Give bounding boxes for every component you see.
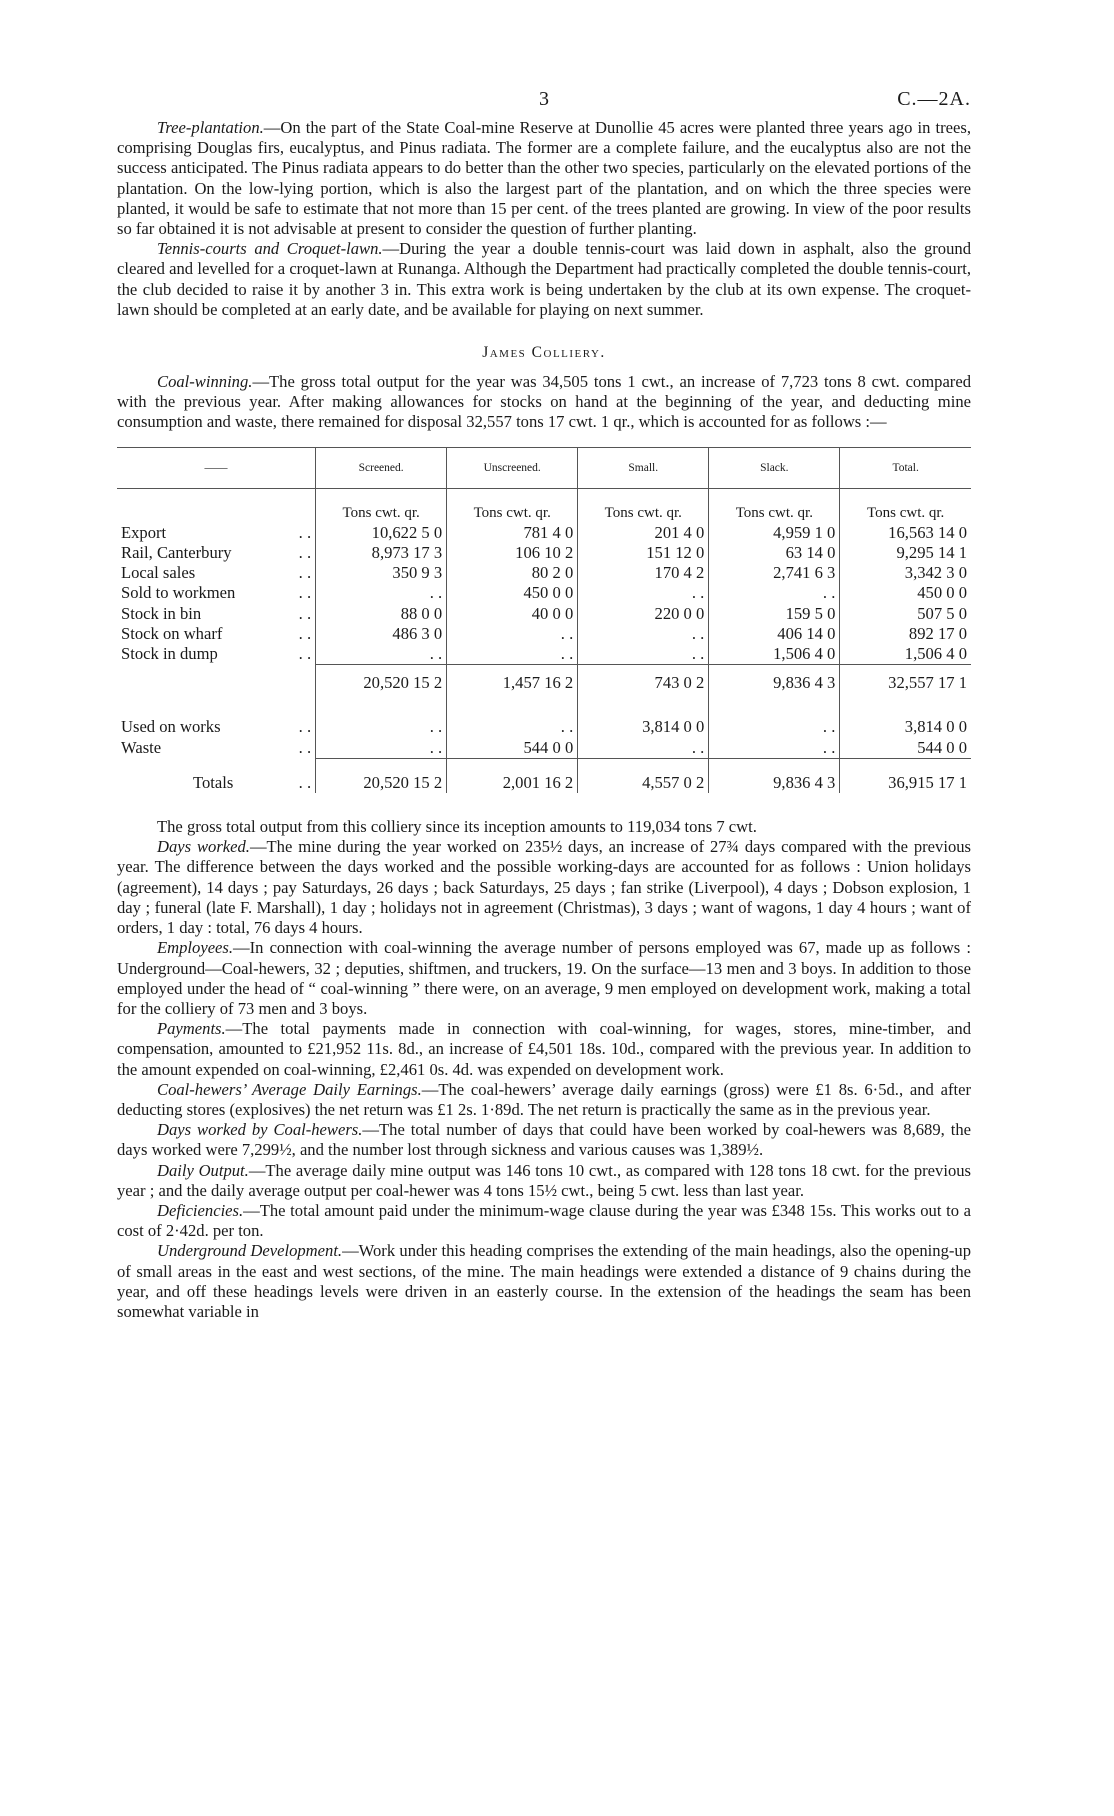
leader-dots: . . xyxy=(298,522,312,542)
paragraph-heading: Tree-plantation. xyxy=(157,118,264,137)
document-page xyxy=(117,88,971,1322)
table-cell: 544 0 0 xyxy=(447,738,578,759)
table-row xyxy=(117,543,971,563)
table-row xyxy=(117,738,971,759)
table-cell: 8,973 17 3 xyxy=(316,543,447,563)
paragraph-coal-winning xyxy=(117,372,971,433)
row-label: Rail, Canterbury xyxy=(121,543,232,563)
table-cell: 170 4 2 xyxy=(578,563,709,583)
column-header: Screened. xyxy=(316,447,447,488)
leader-dots xyxy=(285,665,316,704)
paragraph-text: —Work under this heading comprises the extending of the main headings, also the opening-up of small areas in the east and west sections, of the mine. The main headings were extended a distance of 9 chains during the year, and off these headings levels were driven in an easterly course. In the extension of the headings the seam has been somewhat variable in xyxy=(117,1241,971,1321)
row-label: Waste xyxy=(121,737,162,757)
units-cell: Tons cwt. qr. xyxy=(840,488,971,523)
leader-dots: . . xyxy=(298,772,312,792)
paragraph xyxy=(117,1120,971,1160)
table-cell: 892 17 0 xyxy=(840,624,971,644)
column-header: Small. xyxy=(578,447,709,488)
table-row xyxy=(117,583,971,603)
units-cell: Tons cwt. qr. xyxy=(578,488,709,523)
column-header: Unscreened. xyxy=(447,447,578,488)
paragraph-text: —The mine during the year worked on 235½ days, an increase of 27¾ days compared with the previous year. The difference between the days worked and the possible working-days are accounted for as follows : Union holidays (agreement), 14 days ; pay Saturdays, 26 days ; back Saturdays, 25 days ; fan strike (Liverpool), 4 days ; Dobson explosion, 1 day ; funeral (late F. Marshall), 1 day ; holidays not in agreement (Christmas), 3 days ; want of wagons, 1 day 4 hours ; want of orders, 1 day : total, 76 days 4 hours. xyxy=(117,837,971,938)
table-cell: . . xyxy=(709,583,840,603)
totals-row xyxy=(117,758,971,793)
paragraph-heading: Employees. xyxy=(157,938,234,958)
bottom-paragraphs xyxy=(117,817,971,1322)
table-cell: 88 0 0 xyxy=(316,604,447,624)
table-cell: 1,457 16 2 xyxy=(447,665,578,704)
table-cell: . . xyxy=(709,703,840,737)
table-cell: 16,563 14 0 xyxy=(840,523,971,543)
leader-dots: . . xyxy=(298,737,312,757)
table-cell: . . xyxy=(709,738,840,759)
paragraph-text: —The total payments made in connection with coal-winning, for wages, stores, mine-timber, and compensation, amounted to £21,952 11s. 8d., an increase of £4,501 18s. 10d., compared with the previous year. In addition to the amount expended on coal-winning, £2,461 0s. 4d. was expended on development work. xyxy=(117,1019,971,1079)
subtotal-row xyxy=(117,665,971,704)
table-cell: 9,295 14 1 xyxy=(840,543,971,563)
leader-dots: . . xyxy=(298,644,312,664)
paragraph-text: —In connection with coal-winning the average number of persons employed was 67, made up as follows : Underground—Coal-hewers, 32 ; deputies, shiftmen, and truckers, 19. On the surface—13 men and 3 boys. In addition to those employed under the head of “ coal-winning ” there were, on an average, 9 men employed on development work, making a total for the colliery of 73 men and 3 boys. xyxy=(117,938,971,1018)
page-number: 3 xyxy=(539,88,549,110)
document-reference: C.—2A. xyxy=(897,88,971,110)
paragraph-text: —During the year a double tennis-court was laid down in asphalt, also the ground cleared and levelled for a croquet-lawn at Runanga. Although the Department had practically completed the double tennis-court, the club decided to raise it by another 3 in. This extra work is being undertaken by the club at its own expense. The croquet-lawn should be completed at an early date, and be available for playing on next summer. xyxy=(117,239,971,319)
table-cell: 40 0 0 xyxy=(447,604,578,624)
table-cell: 9,836 4 3 xyxy=(709,758,840,793)
table-cell: . . xyxy=(578,738,709,759)
row-label: Stock in dump xyxy=(121,644,218,664)
paragraph-tennis-courts xyxy=(117,239,971,320)
table-cell: 3,342 3 0 xyxy=(840,563,971,583)
row-label: Stock on wharf xyxy=(121,623,223,643)
paragraph xyxy=(117,837,971,938)
column-header: Slack. xyxy=(709,447,840,488)
table-cell: . . xyxy=(447,644,578,665)
paragraph xyxy=(117,817,971,837)
table-cell: . . xyxy=(447,624,578,644)
table-cell: 151 12 0 xyxy=(578,543,709,563)
table-cell: 781 4 0 xyxy=(447,523,578,543)
table-cell: 80 2 0 xyxy=(447,563,578,583)
paragraph-heading: Days worked by Coal-hewers. xyxy=(157,1120,363,1140)
table-cell: 63 14 0 xyxy=(709,543,840,563)
table-row xyxy=(117,644,971,665)
paragraph-text: —On the part of the State Coal-mine Reserve at Dunollie 45 acres were planted three years ago in trees, comprising Douglas firs, eucalyptus, and Pinus radiata. The former are a complete failure, and the eucalyptus also are not the success anticipated. The Pinus radiata appears to do better than the other two species, particularly on the elevated portions of the plantation. On the low-lying portion, which is also the largest part of the plantation, and on which the three species were planted, it would be safe to estimate that not more than 15 per cent. of the trees planted are growing. In view of the poor results so far obtained it is not advisable at present to consider the question of further planting. xyxy=(117,118,971,239)
table-cell: 406 14 0 xyxy=(709,624,840,644)
units-row xyxy=(117,488,971,523)
table-cell: 2,001 16 2 xyxy=(447,758,578,793)
table-cell: 106 10 2 xyxy=(447,543,578,563)
units-cell: Tons cwt. qr. xyxy=(709,488,840,523)
paragraph xyxy=(117,1161,971,1201)
row-label: Local sales xyxy=(121,563,196,583)
paragraph-text: —The total amount paid under the minimum-wage clause during the year was £348 15s. This works out to a cost of 2·42d. per ton. xyxy=(117,1200,971,1241)
paragraph-text: The gross total output from this colliery since its inception amounts to 119,034 tons 7 cwt. xyxy=(157,817,757,837)
paragraph xyxy=(117,1019,971,1080)
row-label: Stock in bin xyxy=(121,603,202,623)
table-cell: 507 5 0 xyxy=(840,604,971,624)
paragraph-text: —The total number of days that could have been worked by coal-hewers was 8,689, the days worked were 7,299½, and the number lost through sickness and various causes was 1,389½. xyxy=(117,1120,971,1160)
table-cell: . . xyxy=(578,624,709,644)
table-cell: 10,622 5 0 xyxy=(316,523,447,543)
table-cell: 201 4 0 xyxy=(578,523,709,543)
paragraph-heading: Payments. xyxy=(157,1019,226,1039)
paragraph-heading: Days worked. xyxy=(157,837,250,857)
table-cell: . . xyxy=(316,644,447,665)
table-cell: . . xyxy=(578,644,709,665)
table-cell: 20,520 15 2 xyxy=(316,758,447,793)
table-cell: 9,836 4 3 xyxy=(709,665,840,704)
paragraph-tree-plantation xyxy=(117,118,971,239)
table-row xyxy=(117,523,971,543)
leader-dots: . . xyxy=(298,583,312,603)
page-header xyxy=(117,88,971,118)
paragraph-text: —The average daily mine output was 146 tons 10 cwt., as compared with 128 tons 18 cwt. for the previous year ; and the daily average output per coal-hewer was 4 tons 15½ cwt., being 5 cwt. less than last year. xyxy=(117,1160,972,1200)
row-label: Export xyxy=(121,522,167,542)
table-cell: 4,557 0 2 xyxy=(578,758,709,793)
row-label: Sold to workmen xyxy=(121,583,236,603)
leader-dots: . . xyxy=(298,543,312,563)
row-label xyxy=(117,665,285,704)
paragraph xyxy=(117,938,971,1019)
section-title: James Colliery. xyxy=(482,344,606,362)
table-corner: —— xyxy=(117,447,316,488)
table-cell xyxy=(117,488,316,523)
table-row xyxy=(117,604,971,624)
paragraph xyxy=(117,1201,971,1241)
row-label: Totals xyxy=(193,772,234,792)
table-cell: 2,741 6 3 xyxy=(709,563,840,583)
coal-disposal-table xyxy=(117,447,971,793)
table-cell: 544 0 0 xyxy=(840,738,971,759)
paragraph xyxy=(117,1080,971,1120)
table-cell: . . xyxy=(316,703,447,737)
table-cell: 3,814 0 0 xyxy=(578,703,709,737)
table-cell: 350 9 3 xyxy=(316,563,447,583)
paragraph xyxy=(117,1241,971,1322)
table-cell: . . xyxy=(316,738,447,759)
leader-dots: . . xyxy=(298,563,312,583)
units-cell: Tons cwt. qr. xyxy=(447,488,578,523)
table-cell: 486 3 0 xyxy=(316,624,447,644)
table-cell: 20,520 15 2 xyxy=(316,665,447,704)
table-header-row xyxy=(117,447,971,488)
column-header: Total. xyxy=(840,447,971,488)
table-cell: 450 0 0 xyxy=(447,583,578,603)
table-cell: 159 5 0 xyxy=(709,604,840,624)
paragraph-heading: Coal-hewers’ Average Daily Earnings. xyxy=(157,1079,422,1099)
paragraph-heading: Tennis-courts and Croquet-lawn. xyxy=(157,239,383,259)
table-cell: 1,506 4 0 xyxy=(840,644,971,665)
table-cell: . . xyxy=(447,703,578,737)
table-cell: . . xyxy=(578,583,709,603)
leader-dots: . . xyxy=(298,623,312,643)
units-cell: Tons cwt. qr. xyxy=(316,488,447,523)
paragraph-text: —The gross total output for the year was 34,505 tons 1 cwt., an increase of 7,723 tons 8 cwt. compared with the previous year. After making allowances for stocks on hand at the beginning of the year, and deducting mine consumption and waste, there remained for disposal 32,557 tons 17 cwt. 1 qr., which is accounted for as follows :— xyxy=(117,372,971,432)
table-cell: 1,506 4 0 xyxy=(709,644,840,665)
paragraph-heading: Coal-winning. xyxy=(157,372,253,392)
table-cell: 743 0 2 xyxy=(578,665,709,704)
table-row xyxy=(117,563,971,583)
row-label: Used on works xyxy=(121,717,221,737)
leader-dots: . . xyxy=(298,603,312,623)
table-cell: . . xyxy=(316,583,447,603)
table-cell: 3,814 0 0 xyxy=(840,703,971,737)
table-cell: 36,915 17 1 xyxy=(840,758,971,793)
leader-dots: . . xyxy=(298,717,312,737)
table-cell: 4,959 1 0 xyxy=(709,523,840,543)
paragraph-text: —The coal-hewers’ average daily earnings (gross) were £1 8s. 6·5d., and after deducting stores (explosives) the net return was £1 2s. 1·89d. The net return is practically the same as in the previous year. xyxy=(117,1079,972,1119)
paragraph-heading: Daily Output. xyxy=(157,1160,249,1180)
table-cell: 32,557 17 1 xyxy=(840,665,971,704)
table-row xyxy=(117,624,971,644)
table-row xyxy=(117,703,971,737)
table-cell: 450 0 0 xyxy=(840,583,971,603)
paragraph-heading: Underground Development. xyxy=(157,1241,343,1261)
paragraph-heading: Deficiencies. xyxy=(157,1200,244,1220)
table-cell: 220 0 0 xyxy=(578,604,709,624)
